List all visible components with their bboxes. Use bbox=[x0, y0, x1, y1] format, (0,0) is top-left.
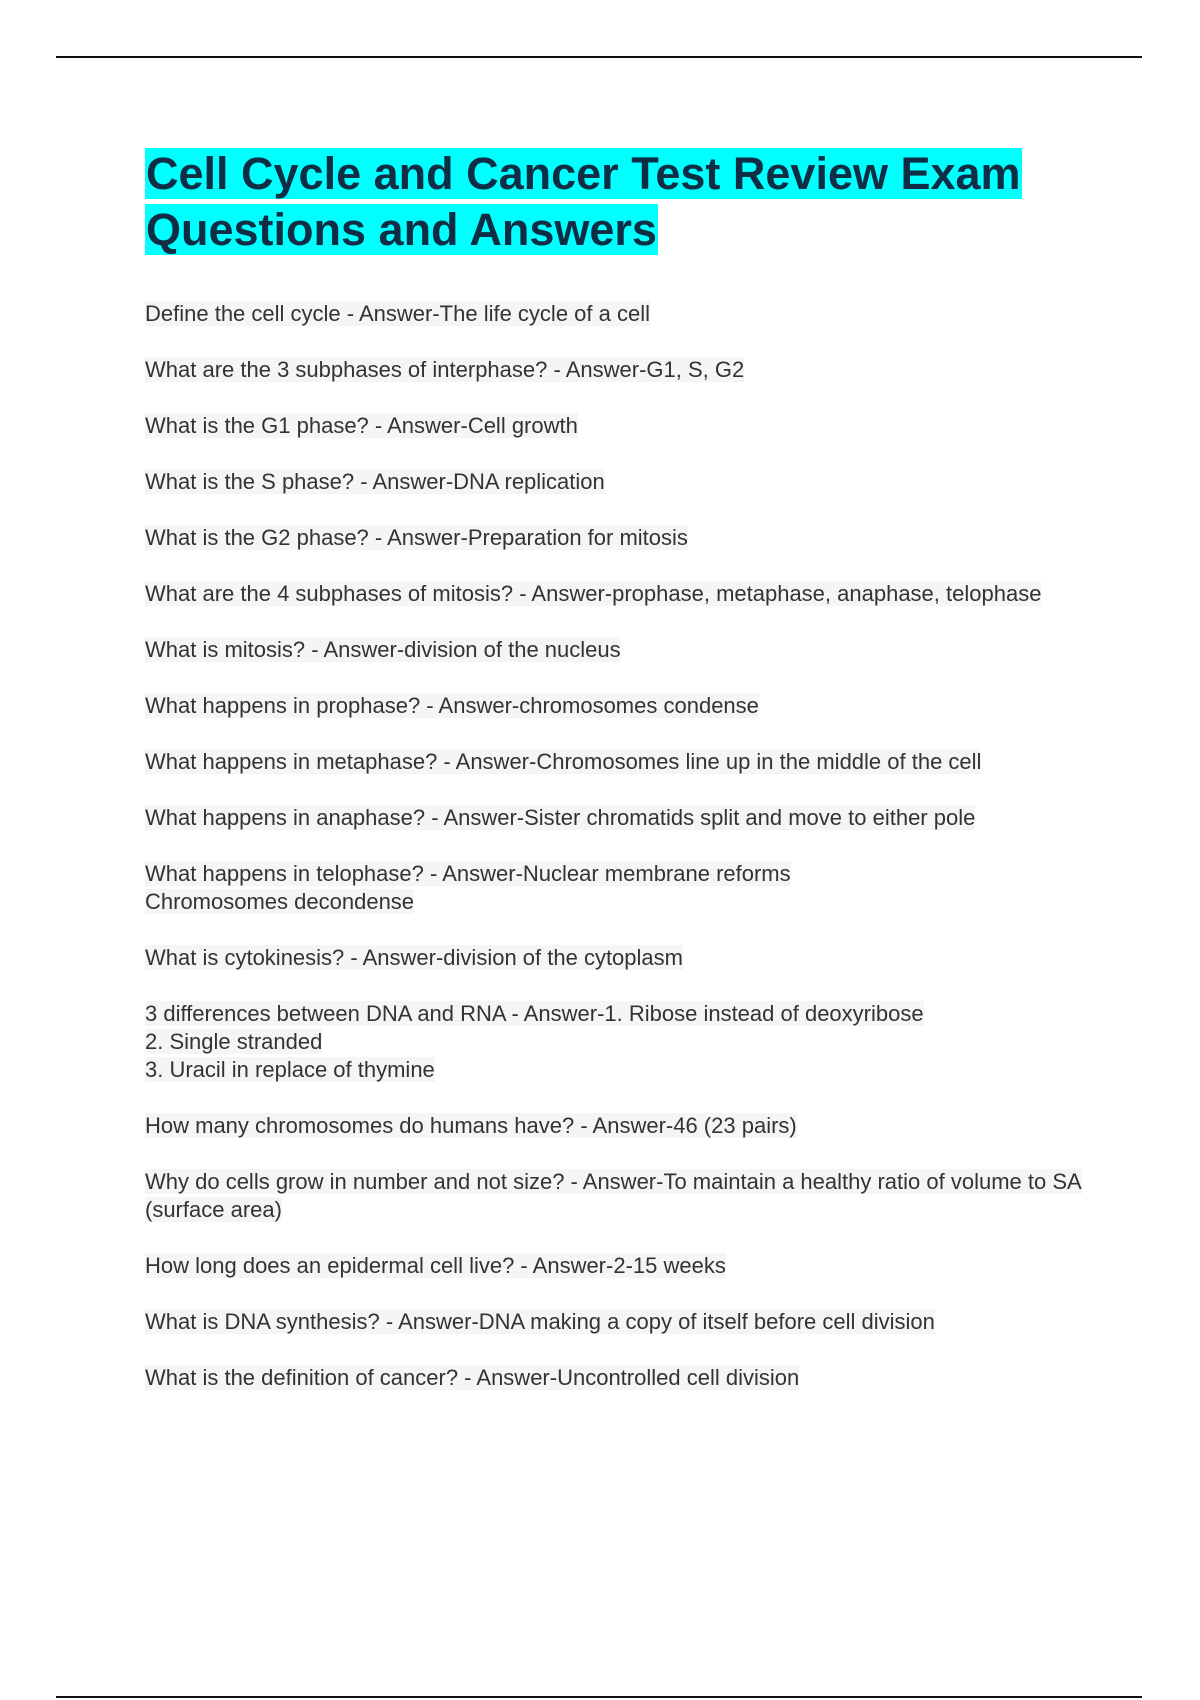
qa-item bbox=[145, 692, 1095, 720]
qa-text: What are the 4 subphases of mitosis? - Answer-prophase, metaphase, anaphase, telophase bbox=[145, 581, 1042, 606]
qa-item bbox=[145, 1364, 1095, 1392]
bottom-rule bbox=[56, 1696, 1142, 1698]
qa-item bbox=[145, 300, 1095, 328]
qa-item bbox=[145, 1308, 1095, 1336]
qa-item bbox=[145, 944, 1095, 972]
qa-text: What happens in telophase? - Answer-Nuclear membrane reforms bbox=[145, 861, 791, 886]
qa-text: What is the G2 phase? - Answer-Preparation for mitosis bbox=[145, 525, 688, 550]
document-title bbox=[145, 146, 1095, 258]
qa-item bbox=[145, 580, 1095, 608]
qa-text: What is the definition of cancer? - Answer-Uncontrolled cell division bbox=[145, 1365, 800, 1390]
qa-continuation-line bbox=[145, 1056, 1095, 1084]
qa-continuation-line bbox=[145, 888, 1095, 916]
qa-text: What is cytokinesis? - Answer-division of the cytoplasm bbox=[145, 945, 683, 970]
qa-text: Why do cells grow in number and not size? - Answer-To maintain a healthy ratio of volume to SA (surface area) bbox=[145, 1169, 1082, 1222]
qa-continuation-text: Chromosomes decondense bbox=[145, 889, 415, 914]
qa-text: What is DNA synthesis? - Answer-DNA making a copy of itself before cell division bbox=[145, 1309, 935, 1334]
qa-text: What is the G1 phase? - Answer-Cell growth bbox=[145, 413, 578, 438]
qa-item bbox=[145, 1000, 1095, 1084]
qa-continuation-text: 3. Uracil in replace of thymine bbox=[145, 1057, 435, 1082]
qa-continuation-text: 2. Single stranded bbox=[145, 1029, 323, 1054]
qa-text: What happens in metaphase? - Answer-Chromosomes line up in the middle of the cell bbox=[145, 749, 982, 774]
qa-item bbox=[145, 636, 1095, 664]
qa-item bbox=[145, 748, 1095, 776]
qa-item bbox=[145, 412, 1095, 440]
title-highlight: Cell Cycle and Cancer Test Review Exam Questions and Answers bbox=[146, 148, 1021, 255]
qa-item bbox=[145, 1112, 1095, 1140]
qa-text: What is the S phase? - Answer-DNA replication bbox=[145, 469, 605, 494]
qa-text: What is mitosis? - Answer-division of the nucleus bbox=[145, 637, 621, 662]
qa-text: What happens in prophase? - Answer-chromosomes condense bbox=[145, 693, 759, 718]
qa-item bbox=[145, 860, 1095, 916]
qa-text: How many chromosomes do humans have? - Answer-46 (23 pairs) bbox=[145, 1113, 797, 1138]
qa-item bbox=[145, 524, 1095, 552]
qa-item bbox=[145, 804, 1095, 832]
qa-text: How long does an epidermal cell live? - Answer-2-15 weeks bbox=[145, 1253, 726, 1278]
qa-item bbox=[145, 468, 1095, 496]
qa-text: 3 differences between DNA and RNA - Answer-1. Ribose instead of deoxyribose bbox=[145, 1001, 924, 1026]
top-rule bbox=[56, 56, 1142, 58]
qa-text: Define the cell cycle - Answer-The life cycle of a cell bbox=[145, 301, 650, 326]
qa-text: What are the 3 subphases of interphase? - Answer-G1, S, G2 bbox=[145, 357, 745, 382]
qa-item bbox=[145, 1168, 1095, 1224]
qa-continuation-line bbox=[145, 1028, 1095, 1056]
qa-item bbox=[145, 1252, 1095, 1280]
qa-list bbox=[145, 300, 1095, 1392]
document-body bbox=[145, 146, 1095, 1420]
qa-text: What happens in anaphase? - Answer-Sister chromatids split and move to either pole bbox=[145, 805, 976, 830]
qa-item bbox=[145, 356, 1095, 384]
